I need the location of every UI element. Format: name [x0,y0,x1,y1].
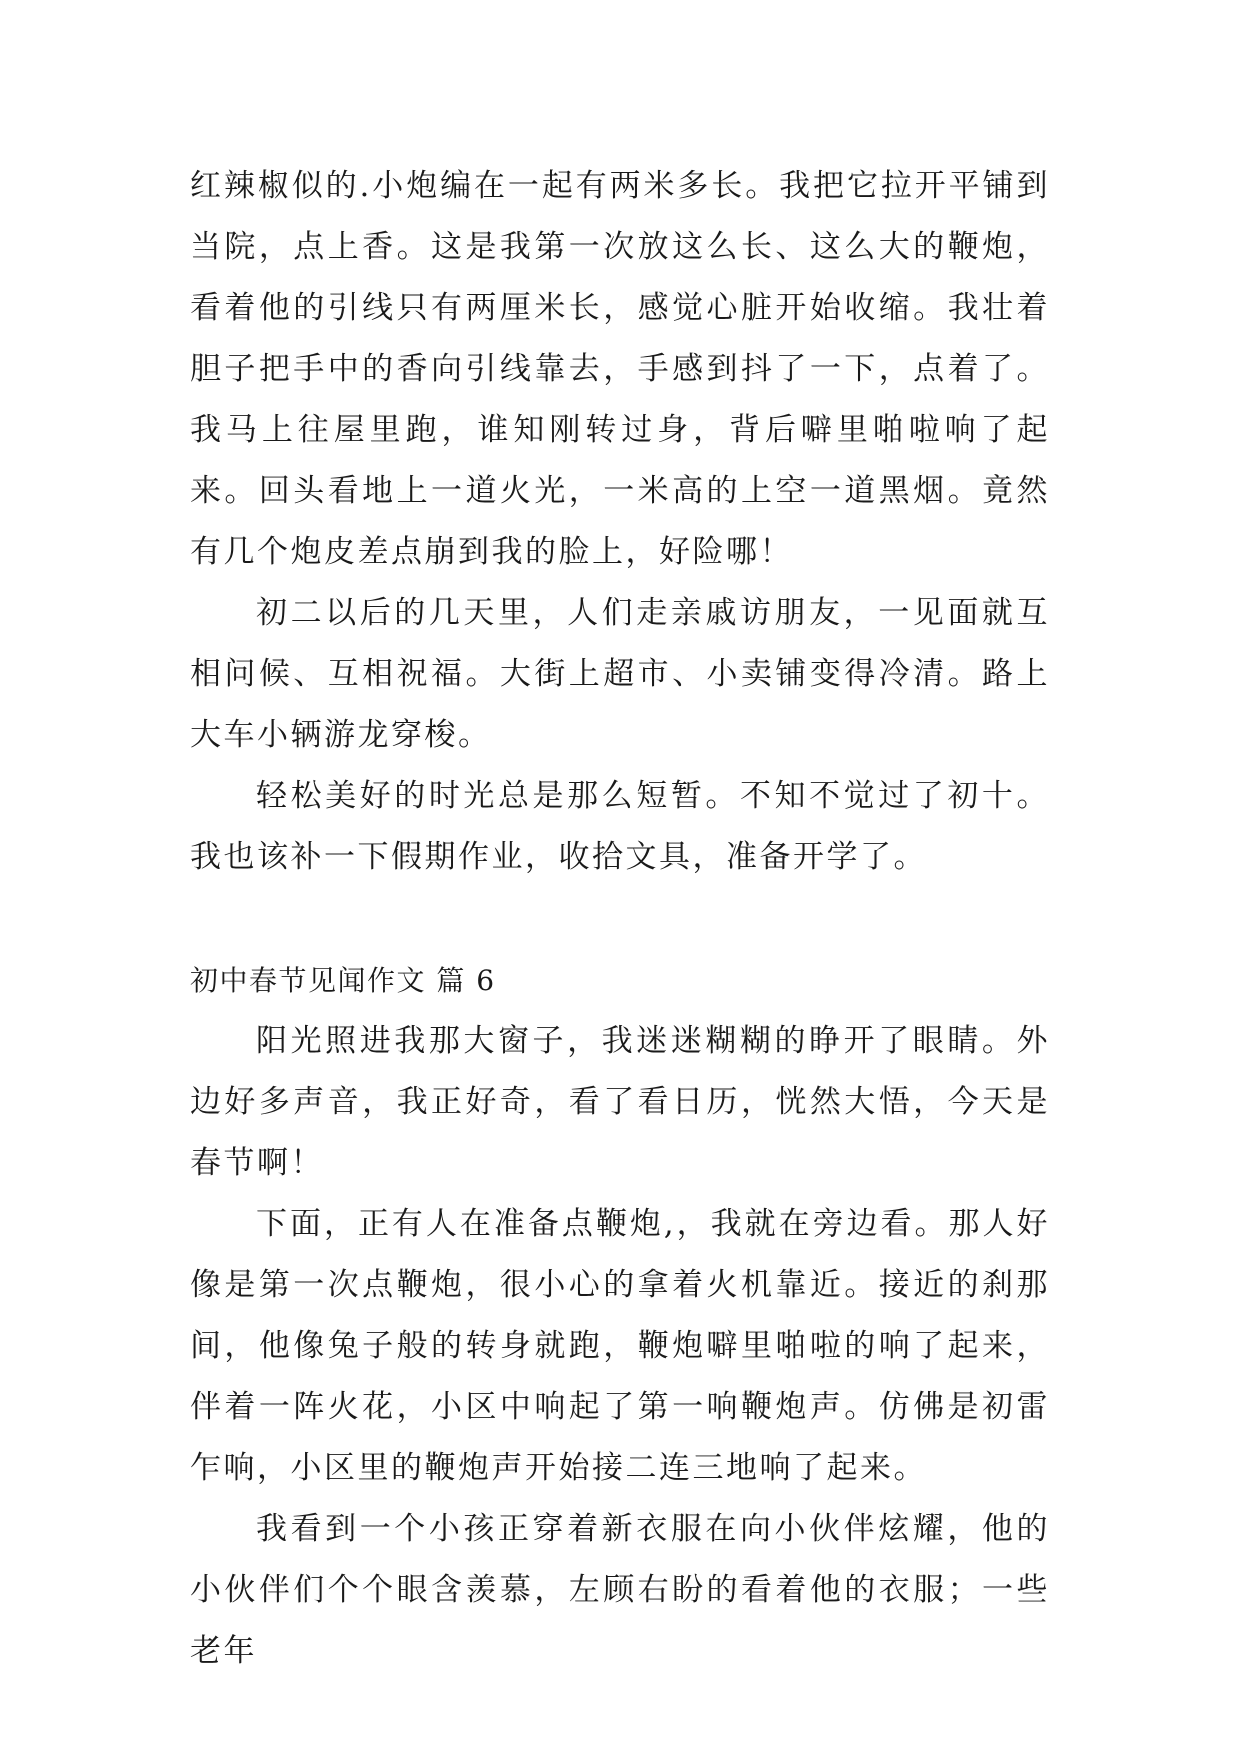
section-spacer [190,888,1050,950]
paragraph: 轻松美好的时光总是那么短暂。不知不觉过了初十。我也该补一下假期作业，收拾文具，准备开学了。 [190,778,1050,875]
paragraph: 我看到一个小孩正穿着新衣服在向小伙伴炫耀，他的小伙伴们个个眼含羡慕，左顾右盼的看着他的衣服；一些老年 [190,1511,1050,1669]
paragraph: 下面，正有人在准备点鞭炮,，我就在旁边看。那人好像是第一次点鞭炮，很小心的拿着火机靠近。接近的刹那间，他像兔子般的转身就跑，鞭炮噼里啪啦的响了起来，伴着一阵火花，小区中响起了第一响鞭炮声。仿佛是初雷乍响，小区里的鞭炮声开始接二连三地响了起来。 [190,1206,1050,1486]
paragraph: 红辣椒似的.小炮编在一起有两米多长。我把它拉开平铺到当院，点上香。这是我第一次放这么长、这么大的鞭炮，看着他的引线只有两厘米长，感觉心脏开始收缩。我壮着胆子把手中的香向引线靠去，手感到抖了一下，点着了。我马上往屋里跑，谁知刚转过身，背后噼里啪啦响了起来。回头看地上一道火光，一米高的上空一道黑烟。竟然有几个炮皮差点崩到我的脸上，好险哪！ [190,168,1050,570]
document-body [190,156,1050,1682]
section-heading: 初中春节见闻作文 篇 6 [190,964,496,997]
paragraph: 初二以后的几天里，人们走亲戚访朋友，一见面就互相问候、互相祝福。大街上超市、小卖铺变得冷清。路上大车小辆游龙穿梭。 [190,595,1050,753]
paragraph: 阳光照进我那大窗子，我迷迷糊糊的睁开了眼睛。外边好多声音，我正好奇，看了看日历，恍然大悟，今天是春节啊！ [190,1023,1050,1181]
